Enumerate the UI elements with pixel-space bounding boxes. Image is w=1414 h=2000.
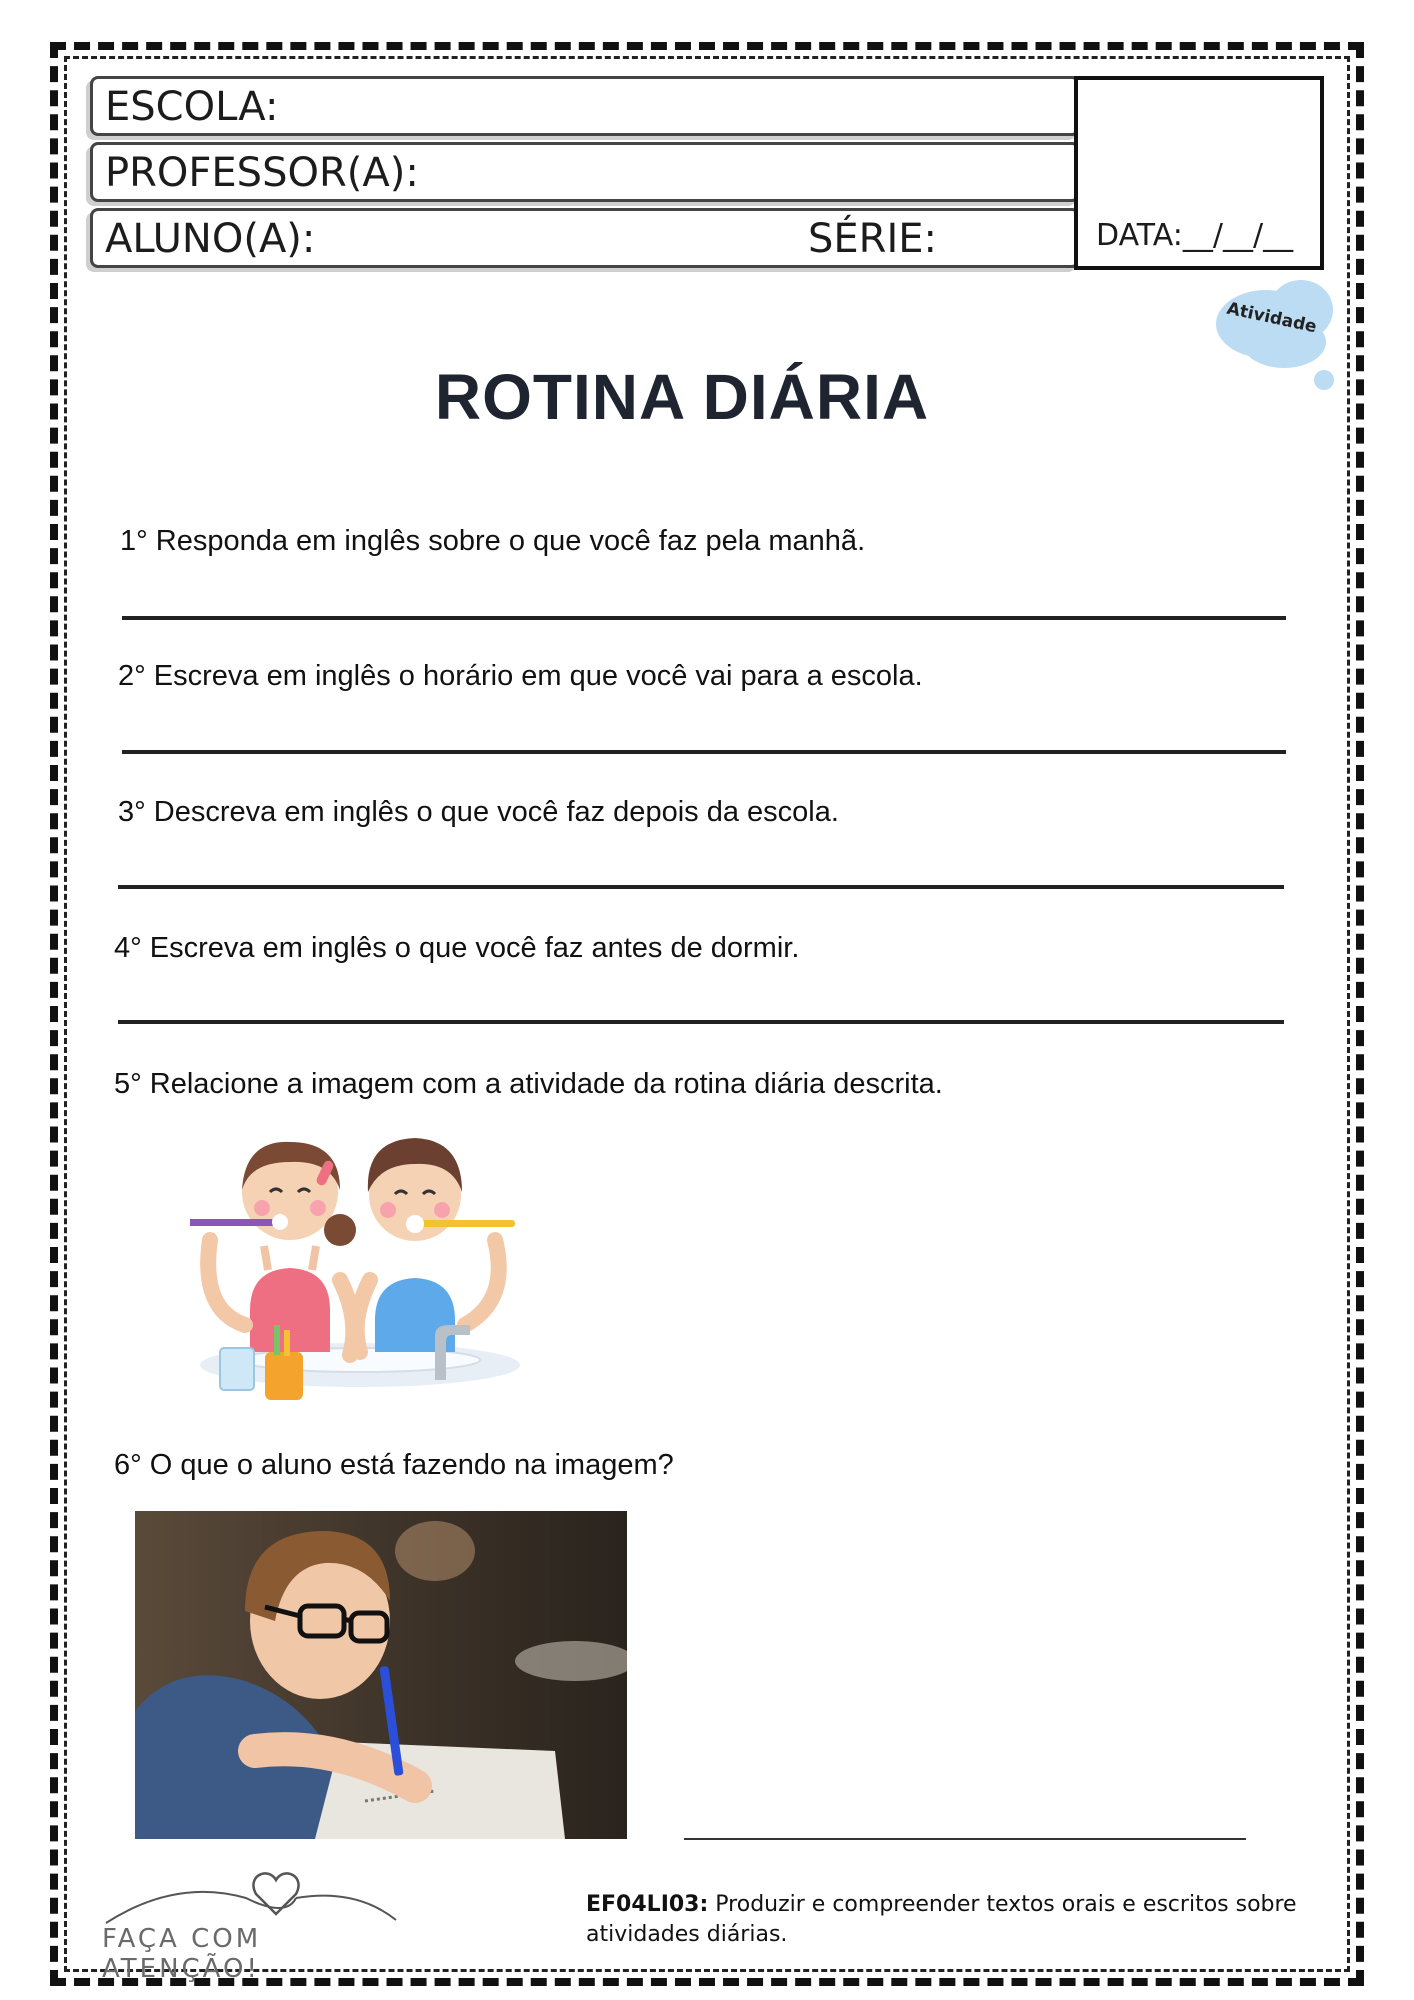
question-1: 1° Responda em inglês sobre o que você faz pela manhã.	[120, 525, 866, 557]
answer-line-6[interactable]	[684, 1838, 1246, 1840]
school-field[interactable]	[90, 76, 1080, 136]
answer-line-3[interactable]	[118, 885, 1284, 889]
answer-line-4[interactable]	[118, 1020, 1284, 1024]
skill-description	[586, 1890, 1306, 1950]
answer-line-2[interactable]	[122, 750, 1286, 754]
date-box[interactable]	[1074, 76, 1324, 270]
student-label: ALUNO(A):	[105, 216, 316, 262]
footer-logo-text: FAÇA COM ATENÇÃO!	[102, 1924, 262, 1984]
question-4: 4° Escreva em inglês o que você faz antes de dormir.	[114, 932, 800, 964]
question-3: 3° Descreva em inglês o que você faz depois da escola.	[118, 796, 839, 828]
activity-badge-label: Atividade	[1224, 298, 1319, 338]
page-title: ROTINA DIÁRIA	[434, 361, 930, 433]
question-2: 2° Escreva em inglês o horário em que você vai para a escola.	[118, 660, 923, 692]
student-field[interactable]	[90, 208, 1080, 268]
student-writing-photo	[135, 1511, 627, 1839]
question-6: 6° O que o aluno está fazendo na imagem?	[114, 1449, 674, 1481]
brushing-teeth-illustration	[190, 1120, 530, 1410]
question-5: 5° Relacione a imagem com a atividade da rotina diária descrita.	[114, 1068, 943, 1100]
teacher-field[interactable]	[90, 142, 1080, 202]
grade-label: SÉRIE:	[808, 216, 938, 262]
answer-line-1[interactable]	[122, 616, 1286, 620]
skill-text: Produzir e compreender textos orais e escritos sobre atividades diárias.	[586, 1892, 1297, 1947]
teacher-label: PROFESSOR(A):	[105, 150, 419, 196]
skill-code: EF04LI03:	[586, 1892, 709, 1917]
school-label: ESCOLA:	[105, 84, 279, 130]
footer-logo	[96, 1858, 416, 1984]
date-label: DATA:__/__/__	[1096, 218, 1294, 253]
